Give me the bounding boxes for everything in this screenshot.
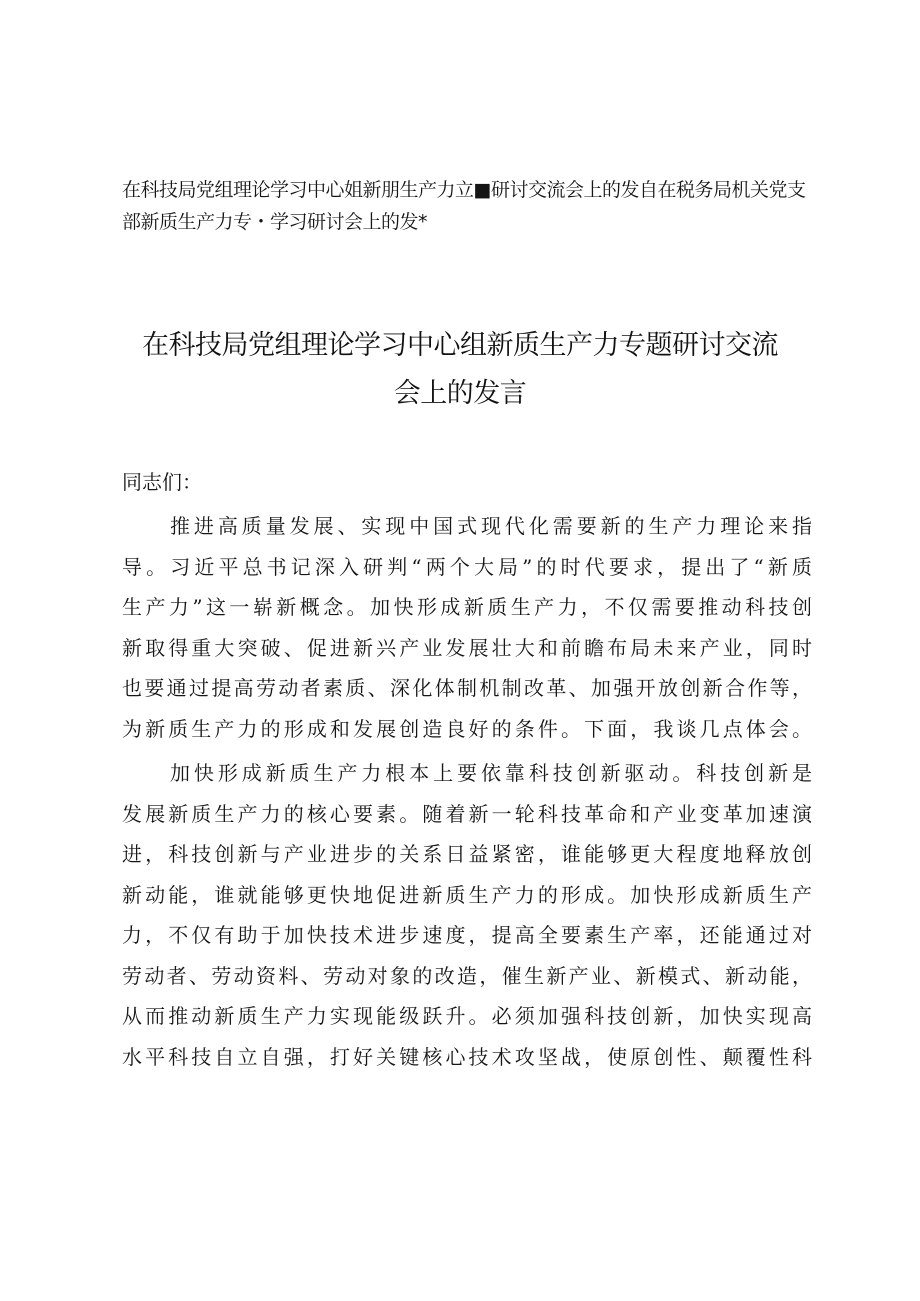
paragraph-line: 推进高质量发展、实现中国式现代化需要新的生产力理论来指 — [170, 514, 812, 538]
paragraph-1 — [122, 506, 812, 749]
paragraph-2 — [122, 753, 812, 1077]
paragraph-line: 也要通过提高劳动者素质、深化体制机制改革、加强开放创新合作等， — [122, 676, 812, 700]
paragraph-line: 从而推动新质生产力实现能级跃升。必须加强科技创新，加快实现高 — [122, 1004, 812, 1028]
paragraph-line: 导。习近平总书记深入研判“两个大局”的时代要求，提出了“新质 — [122, 554, 812, 579]
paragraph-line: 加快形成新质生产力根本上要依靠科技创新驱动。科技创新是 — [170, 761, 812, 785]
document-header — [122, 174, 822, 238]
paragraph-line: 力，不仅有助于加快技术进步速度，提高全要素生产率，还能通过对 — [122, 923, 812, 947]
title-line: 在科技局党组理论学习中心组新质生产力专题研讨交流 — [142, 330, 778, 361]
paragraph-line: 为新质生产力的形成和发展创造良好的条件。下面，我谈几点体会。 — [122, 716, 812, 741]
page-title — [100, 322, 820, 418]
header-line: 在科技局党组理论学习中心姐新朋生产力立■研讨交流会上的发自在税务局机关党支 — [122, 179, 806, 201]
title-line: 会上的发言 — [393, 378, 527, 409]
paragraph-line: 水平科技自立自强，打好关键核心技术攻坚战，使原创性、颠覆性科 — [122, 1044, 812, 1069]
paragraph-line: 新动能，谁就能够更快地促进新质生产力的形成。加快形成新质生产 — [122, 882, 812, 907]
salutation: 同志们： — [122, 470, 202, 494]
paragraph-line: 新取得重大突破、促进新兴产业发展壮大和前瞻布局未来产业，同时 — [122, 635, 812, 660]
paragraph-line: 发展新质生产力的核心要素。随着新一轮科技革命和产业变革加速演 — [122, 801, 812, 826]
paragraph-line: 进，科技创新与产业进步的关系日益紧密，谁能够更大程度地释放创 — [122, 842, 812, 866]
paragraph-line: 生产力”这一崭新概念。加快形成新质生产力，不仅需要推动科技创 — [122, 595, 812, 619]
document-body — [122, 462, 812, 1077]
paragraph-line: 劳动者、劳动资料、劳动对象的改造，催生新产业、新模式、新动能， — [122, 963, 812, 988]
header-line: 部新质生产力专・学习研讨会上的发* — [122, 211, 428, 233]
